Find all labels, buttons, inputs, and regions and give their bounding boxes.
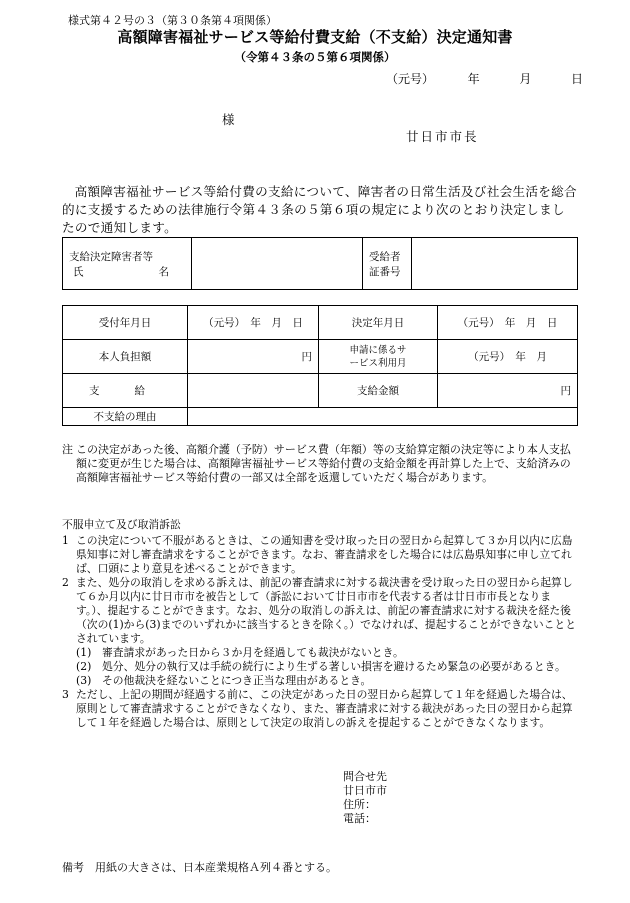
date-day: 日 [571, 72, 584, 86]
received-date-label: 受付年月日 [63, 306, 188, 340]
contact-org: 廿日市市 [343, 784, 387, 797]
recipient-suffix: 様 [222, 112, 235, 127]
payment-value [188, 374, 319, 408]
recipient-table [62, 237, 578, 290]
self-pay-label: 本人負担額 [63, 340, 188, 374]
service-month-label [319, 340, 438, 374]
contact-title: 問合せ先 [343, 770, 387, 783]
issue-date [386, 70, 583, 87]
objection-sub-2-num: (2) [76, 660, 92, 673]
decision-table [62, 305, 578, 426]
payment-amount-label: 支給金額 [319, 374, 438, 408]
date-year: 年 [467, 72, 480, 86]
objection-title: 不服申立て及び取消訴訟 [62, 518, 181, 531]
objection-item-1 [62, 534, 582, 576]
recipient-name-label-line1: 支給決定障害者等 [69, 250, 153, 263]
objection-item-3-num: 3 [62, 688, 69, 701]
certificate-label-line1: 受給者 [369, 250, 401, 263]
objection-item-2-text: また、処分の取消しを求める訴えは、前記の審査請求に対する裁決書を受け取った日の翌日から起算して６か月以内に廿日市市を被告として（訴訟において廿日市市を代表する者は廿日市市長となります。）、提起することができます。なお、処分の取消しの訴えは、前記の審査請求に対する裁決を経た後（次の(1)から(3)までのいずれかに該当するときを除く。）でなければ、提起することができないこととされています。 [76, 576, 577, 645]
objection-item-3 [62, 688, 582, 730]
service-month-label-line1: 申請に係るサ [349, 344, 407, 356]
contact-address: 住所： [343, 798, 376, 811]
contact-block [343, 770, 387, 826]
payment-label-b: 給 [134, 385, 145, 397]
objection-sub-1-text: 審査請求があった日から３か月を経過しても裁決がないとき。 [102, 646, 404, 659]
recipient-name-label-cell [63, 238, 192, 290]
payment-label-a: 支 [89, 385, 100, 397]
form-number: 様式第４２号の３（第３０条第４項関係） [68, 14, 277, 27]
certificate-label-line2: 証番号 [369, 265, 401, 278]
objection-item-2-num: 2 [62, 576, 69, 589]
objection-item-1-num: 1 [62, 534, 69, 547]
objection-section [62, 518, 582, 730]
objection-sub-3-num: (3) [76, 674, 92, 687]
payment-label [63, 374, 188, 408]
non-payment-reason-value [188, 408, 578, 426]
service-month-label-line2: ービス利用月 [349, 357, 407, 369]
payment-amount-unit: 円 [438, 374, 578, 408]
certificate-label-cell [363, 238, 412, 290]
contact-phone: 電話： [343, 812, 376, 825]
note-text: この決定があった後、高額介護（予防）サービス費（年額）等の支給算定額の決定等により本人支払額に変更が生じた場合は、高額障害福祉サービス等給付費の支給金額を再計算した上で、支給済みの高額障害福祉サービス等給付費の一部又は全部を返還していただく場合があります。 [76, 443, 571, 484]
objection-item-1-text: この決定について不服があるときは、この通知書を受け取った日の翌日から起算して３か月以内に広島県知事に対し審査請求をすることができます。なお、審査請求をした場合には広島県知事に申し立てれば、口頭により意見を述べることができます。 [76, 534, 573, 575]
non-payment-reason-label: 不支給の理由 [63, 408, 188, 426]
objection-sub-2-text: 処分、処分の執行又は手続の続行により生ずる著しい損害を避けるため緊急の必要があるとき。 [102, 660, 566, 673]
certificate-number-value [412, 238, 578, 290]
document-title: 高額障害福祉サービス等給付費支給（不支給）決定通知書 [117, 28, 513, 46]
recipient-name-label-a: 氏 [73, 265, 84, 278]
date-month: 月 [519, 72, 532, 86]
objection-sub-3 [62, 674, 582, 688]
recipient-name-label-b: 名 [158, 265, 169, 278]
decision-date-label: 決定年月日 [319, 306, 438, 340]
decision-date-value: （元号） 年 月 日 [438, 306, 578, 340]
note [62, 443, 578, 485]
objection-item-3-text: ただし、上記の期間が経過する前に、この決定があった日の翌日から起算して１年を経過した場合は、原則として審査請求することができなくなり、また、審査請求に対する裁決があった日の翌日から起算して１年を経過した場合は、原則として決定の取消しの訴えを提起することができなくなります。 [76, 688, 573, 729]
document-subtitle: （令第４３条の５第６項関係） [234, 50, 396, 64]
issuer: 廿日市市長 [406, 129, 479, 144]
service-month-value: （元号） 年 月 [438, 340, 578, 374]
objection-item-2 [62, 576, 582, 646]
received-date-value: （元号） 年 月 日 [188, 306, 319, 340]
date-era: （元号） [386, 72, 435, 86]
self-pay-unit: 円 [188, 340, 319, 374]
footer-note: 備考 用紙の大きさは、日本産業規格Ａ列４番とする。 [62, 861, 337, 874]
objection-sub-1 [62, 646, 582, 660]
intro-paragraph: 高額障害福祉サービス等給付費の支給について、障害者の日常生活及び社会生活を総合的に支援するための法律施行令第４３条の５第６項の規定により次のとおり決定しましたので通知します。 [62, 184, 577, 235]
note-label: 注 [62, 443, 73, 456]
recipient-name-value [192, 238, 363, 290]
objection-sub-3-text: その他裁決を経ないことにつき正当な理由があるとき。 [102, 674, 372, 687]
objection-sub-1-num: (1) [76, 646, 92, 659]
objection-sub-2 [62, 660, 582, 674]
